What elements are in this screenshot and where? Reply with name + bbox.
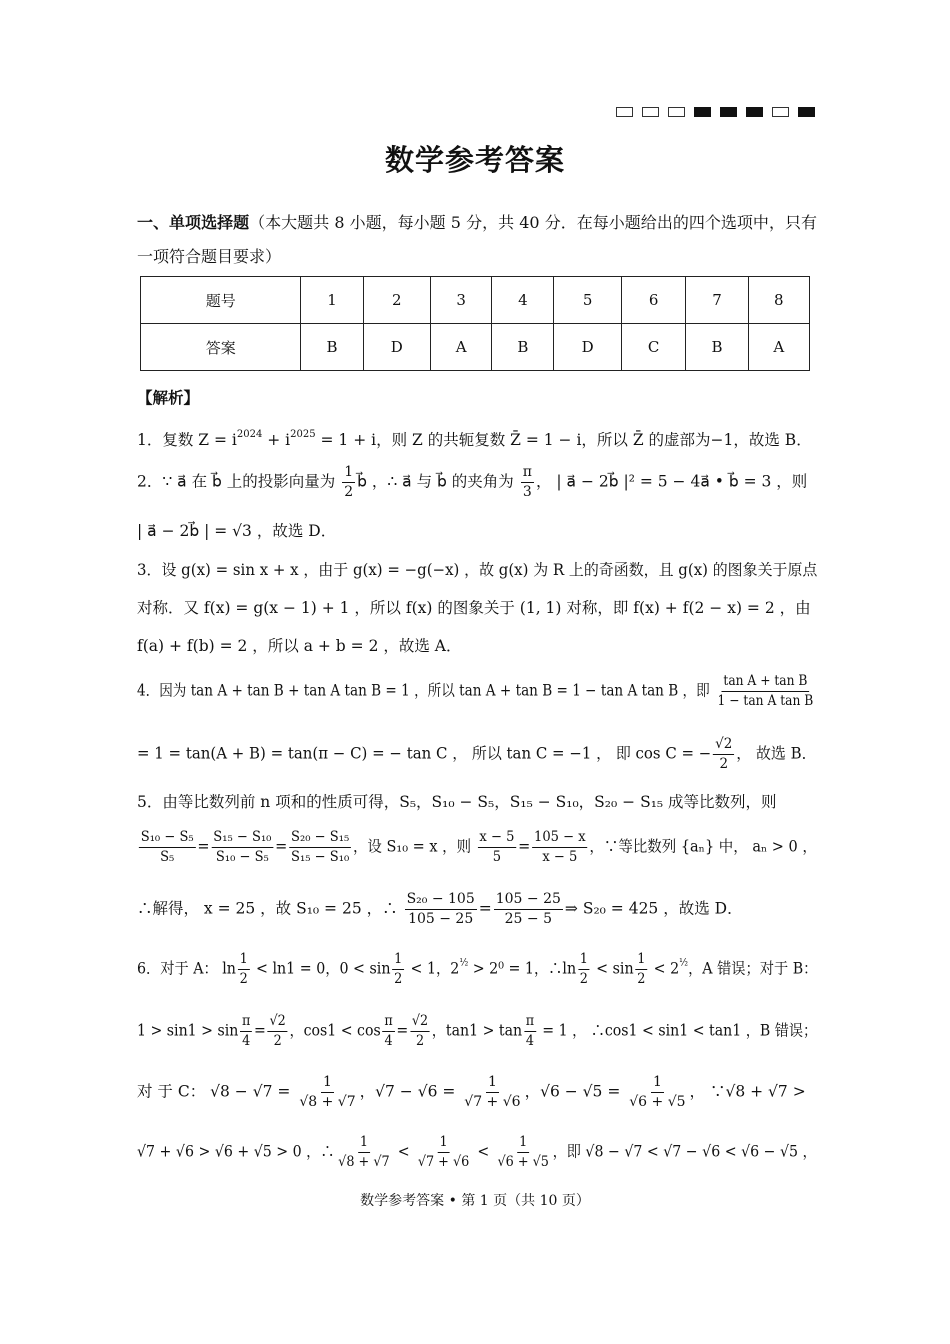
fraction — [410, 1012, 430, 1051]
text: < 1，2 — [406, 959, 460, 978]
code-mark — [746, 107, 763, 117]
numerator: 1 — [238, 950, 250, 970]
denominator: 25 − 5 — [504, 911, 552, 927]
text: < 2 — [649, 959, 680, 978]
solution-5-line2: $\frac{\text{S₁₀ − S₅}}{\text{S₅}}$ = $\frac{\text{S₁₅ − S₁₀}}{\text{S₁₀ − S₅}}$ = $\frac{\text{S₂₀ − S₁₅}}{\text{S₁₅ − S₁₀}}$ ，设 S₁₀ = x ，则 $\frac{x - 5}{5}$ = $\frac{105 - x}{x - 5}$ ，∵等比数列 {aₙ} 中， aₙ > 0 ， — [140, 829, 817, 865]
fraction — [392, 950, 404, 989]
text: = 1 = tan(A + B) = tan(π − C) = − tan C ， 所以 tan C = −1 ， 即 cos C = − — [137, 744, 712, 763]
fraction — [342, 463, 355, 502]
denominator: √6 + √5 — [497, 1154, 549, 1170]
denominator: √7 + √6 — [417, 1154, 470, 1170]
solution-5-line1: 5．由等比数列前 n 项和的性质可得，S₅，S₁₀ − S₅，S₁₅ − S₁₀，S₂₀ − S₁₅ 成等比数列，则 — [137, 793, 777, 811]
text: < ln1 = 0，0 < sin — [251, 959, 391, 978]
denominator: √8 + √7 — [338, 1154, 390, 1170]
text: ， 故选 B． — [736, 744, 817, 763]
text: < — [472, 1142, 494, 1161]
denominator: 4 — [525, 1033, 535, 1049]
denominator: S₁₀ − S₅ — [215, 849, 269, 865]
denominator: √7 + √6 — [464, 1094, 521, 1110]
denominator: 2 — [394, 971, 403, 987]
text: ，√6 − √5 = — [524, 1082, 626, 1101]
code-mark — [772, 107, 789, 117]
text: ，tan1 > tan — [431, 1021, 523, 1040]
fraction — [716, 672, 815, 711]
text: √7 + √6 > √6 + √5 > 0 ，∴ — [137, 1142, 335, 1161]
page-code-marks — [616, 107, 815, 117]
row-label: 题号 — [141, 277, 301, 324]
fraction — [383, 1012, 395, 1051]
numerator: π — [240, 1012, 252, 1032]
table-row — [141, 277, 810, 324]
text: ，即 √8 − √7 < √7 − √6 < √6 − √5 ， — [552, 1142, 817, 1161]
table-cell: B — [301, 324, 363, 371]
table-cell: B — [492, 324, 554, 371]
numerator: √2 — [268, 1012, 288, 1032]
section-title: 一、单项选择题 — [137, 213, 250, 232]
denominator: 4 — [384, 1033, 393, 1049]
fraction — [297, 1073, 357, 1112]
text: ∴解得， x = 25 ，故 S₁₀ = 25 ，∴ — [137, 899, 403, 918]
section-heading — [137, 206, 817, 274]
solution-6-line4 — [137, 1133, 817, 1172]
code-mark — [720, 107, 737, 117]
text: ，设 S₁₀ = x ，则 — [352, 837, 476, 856]
denominator: 1 − tan A tan B — [717, 693, 814, 709]
exponent: ½ — [459, 957, 469, 969]
denominator: 2 — [637, 971, 646, 987]
table-cell: 8 — [748, 277, 809, 324]
numerator: x − 5 — [478, 828, 517, 848]
denominator: 2 — [344, 484, 354, 500]
numerator: √2 — [713, 735, 734, 755]
row-label: 答案 — [141, 324, 301, 371]
fraction — [336, 1133, 391, 1172]
numerator: 1 — [578, 950, 590, 970]
fraction — [405, 890, 477, 929]
numerator: 105 − x — [532, 828, 587, 848]
page-title: 数学参考答案 — [384, 143, 565, 177]
solution-2 — [137, 463, 817, 502]
fraction — [211, 828, 273, 867]
answer-table — [140, 276, 810, 371]
table-cell: 3 — [431, 277, 492, 324]
denominator: 2 — [719, 756, 729, 772]
solution-6-line2 — [137, 1012, 818, 1051]
numerator: 1 — [392, 950, 404, 970]
page-footer: 数学参考答案 • 第 1 页（共 10 页） — [360, 1193, 590, 1209]
fraction — [627, 1073, 687, 1112]
numerator: 1 — [358, 1133, 370, 1153]
exponent: 2025 — [290, 429, 316, 440]
denominator: 4 — [242, 1033, 251, 1049]
table-cell: D — [363, 324, 430, 371]
numerator: π — [383, 1012, 395, 1032]
fraction — [238, 950, 250, 989]
denominator: 3 — [522, 484, 532, 500]
fraction — [494, 890, 563, 929]
fraction — [524, 1012, 536, 1051]
denominator: 2 — [415, 1033, 425, 1049]
solution-3-line2: 对称．又 f(x) = g(x − 1) + 1 ，所以 f(x) 的图象关于 (1, 1) 对称，即 f(x) + f(2 − x) = 2 ，由 — [137, 599, 811, 617]
text: ，∵等比数列 {aₙ} 中， aₙ > 0 ， — [589, 837, 817, 856]
table-cell: 6 — [621, 277, 686, 324]
solution-6-line3 — [137, 1073, 817, 1112]
table-cell: 4 — [492, 277, 554, 324]
text: = 1 ， ∴cos1 < sin1 < tan1 ，B 错误； — [537, 1021, 818, 1040]
text: ， ∵√8 + √7 > — [689, 1082, 806, 1101]
table-cell: B — [686, 324, 748, 371]
code-mark — [798, 107, 815, 117]
solution-1 — [137, 424, 817, 451]
table-cell: 5 — [554, 277, 621, 324]
numerator: S₂₀ − S₁₅ — [289, 828, 351, 848]
table-cell: C — [621, 324, 686, 371]
denominator: 2 — [579, 971, 588, 987]
text: ，A 错误；对于 B： — [688, 959, 818, 978]
text: 1．复数 Z = i — [137, 431, 237, 449]
denominator: 2 — [273, 1033, 282, 1049]
text: 2．∵ a⃗ 在 b⃗ 上的投影向量为 — [137, 472, 341, 491]
fraction — [139, 828, 196, 867]
solution-5-line3: ∴解得， x = 25 ，故 S₁₀ = 25 ，∴ $\frac{\text{S₂₀ − 105}}{105 - 25}$ = $\frac{105 - 25}{25 - 5}$ ⇒ S₂₀ = 425 ，故选 D． — [137, 891, 743, 927]
code-mark — [642, 107, 659, 117]
solution-4-line2 — [137, 735, 817, 774]
exponent: 2024 — [236, 429, 263, 440]
fraction — [496, 1133, 551, 1172]
fraction — [268, 1012, 288, 1051]
numerator: π — [521, 463, 534, 483]
numerator: 1 — [342, 463, 355, 483]
numerator: 1 — [438, 1133, 450, 1153]
fraction — [635, 950, 647, 989]
code-mark — [616, 107, 633, 117]
fraction — [416, 1133, 471, 1172]
denominator: √6 + √5 — [629, 1094, 686, 1110]
denominator: 2 — [239, 971, 248, 987]
solution-6-line1 — [137, 950, 818, 989]
denominator: S₅ — [160, 849, 175, 865]
denominator: 105 − 25 — [408, 911, 474, 927]
table-cell: D — [554, 324, 621, 371]
table-cell: A — [748, 324, 809, 371]
solution-2-cont: | a⃗ − 2b⃗ | = √3 ，故选 D． — [137, 522, 337, 540]
numerator: √2 — [410, 1012, 430, 1032]
text: = — [254, 1021, 266, 1040]
table-cell: A — [431, 324, 492, 371]
numerator: 1 — [321, 1073, 334, 1093]
fraction — [462, 1073, 522, 1112]
text: 对 于 C： √8 − √7 = — [137, 1082, 296, 1101]
numerator: 1 — [635, 950, 647, 970]
fraction — [578, 950, 590, 989]
text: ，cos1 < cos — [289, 1021, 381, 1040]
numerator: 1 — [486, 1073, 499, 1093]
code-mark — [694, 107, 711, 117]
text: ，√7 − √6 = — [359, 1082, 461, 1101]
text: + i — [262, 431, 291, 449]
numerator: 1 — [517, 1133, 529, 1153]
denominator: √8 + √7 — [299, 1094, 356, 1110]
fraction — [713, 735, 734, 774]
text: = 1 + i，则 Z 的共轭复数 Z̄ = 1 − i，所以 Z̄ 的虚部为−1，故选 B． — [315, 431, 812, 449]
code-mark — [668, 107, 685, 117]
denominator: x − 5 — [542, 849, 578, 865]
denominator: S₁₅ − S₁₀ — [291, 849, 350, 865]
text: ， | a⃗ − 2b⃗ |² = 5 − 4a⃗ • b⃗ = 3 ，则 — [535, 472, 808, 491]
text: < — [393, 1142, 415, 1161]
text: = — [396, 1021, 409, 1040]
table-row — [141, 324, 810, 371]
fraction — [240, 1012, 252, 1051]
numerator: S₁₀ − S₅ — [139, 828, 196, 848]
numerator: tan A + tan B — [722, 672, 810, 692]
section-desc: （本大题共 8 小题，每小题 5 分，共 40 分．在每小题给出的四个选项中，只有一项符合题目要求） — [137, 213, 817, 266]
table-cell: 1 — [301, 277, 363, 324]
exponent: ½ — [679, 957, 689, 969]
numerator: S₂₀ − 105 — [405, 890, 477, 910]
denominator: 5 — [492, 849, 502, 865]
numerator: 1 — [651, 1073, 664, 1093]
analysis-label: 【解析】 — [137, 388, 200, 407]
text: b⃗ ，∴ a⃗ 与 b⃗ 的夹角为 — [357, 472, 519, 491]
fraction — [289, 828, 351, 867]
numerator: π — [524, 1012, 536, 1032]
numerator: S₁₅ − S₁₀ — [211, 828, 273, 848]
fraction — [521, 463, 534, 502]
solution-3-line1: 3．设 g(x) = sin x + x ，由于 g(x) = −g(−x) ，故 g(x) 为 R 上的奇函数，且 g(x) 的图象关于原点 — [137, 561, 818, 579]
fraction — [532, 828, 587, 867]
solution-3-line3: f(a) + f(b) = 2 ，所以 a + b = 2 ，故选 A． — [137, 637, 462, 655]
table-cell: 2 — [363, 277, 430, 324]
numerator: 105 − 25 — [494, 890, 563, 910]
table-cell: 7 — [686, 277, 748, 324]
fraction — [478, 828, 517, 867]
text: < sin — [591, 959, 634, 978]
text: > 2⁰ = 1，∴ln — [468, 959, 577, 978]
solution-4-line1 — [137, 672, 814, 711]
text: 6．对于 A： ln — [137, 959, 236, 978]
text: 4．因为 tan A + tan B + tan A tan B = 1 ，所以 tan A + tan B = 1 − tan A tan B ，即 — [137, 681, 715, 700]
text: ⇒ S₂₀ = 425 ，故选 D． — [564, 899, 743, 918]
text: 1 > sin1 > sin — [137, 1021, 239, 1040]
